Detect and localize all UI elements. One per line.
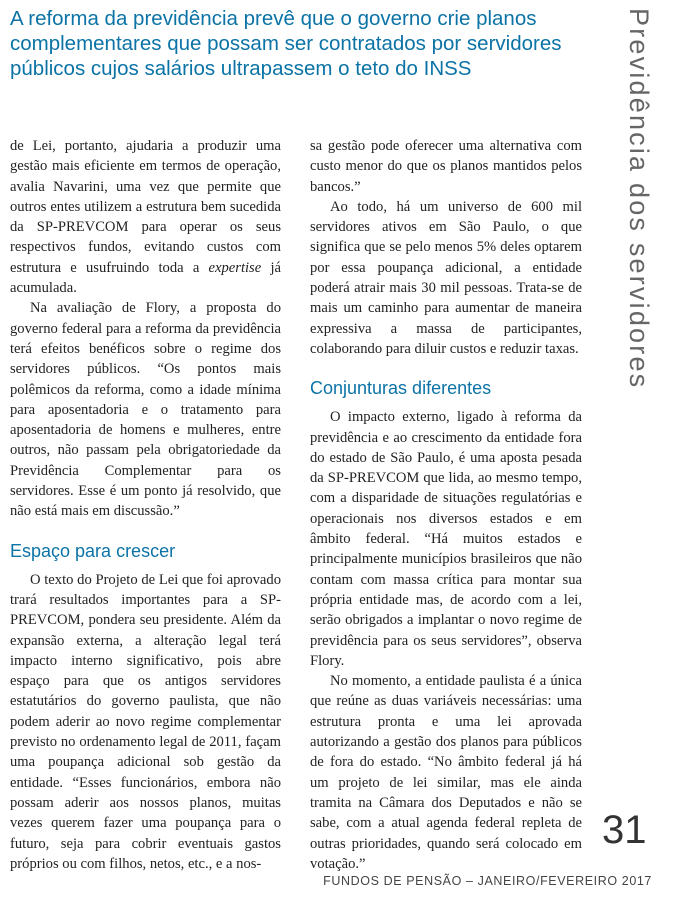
- section-title-vertical: [612, 8, 672, 390]
- left-paragraph-3: O texto do Projeto de Lei que foi aprovado trará resultados importantes para a SP-PREVCOM, pondera seu presidente. Além da expansão externa, a alteração legal terá impacto interno significativo, pois abre espaço para que os antigos servidores estatutários do governo paulista, que não podem aderir ao novo regime complementar previsto no ordenamento legal de 2011, façam uma poupança adicional sob gestão da entidade. “Esses funcionários, embora não possam aderir aos nossos planos, muitas vezes querem fazer uma poupança para o futuro, seja para cobrir eventuais gastos próprios ou com filhos, netos, etc., e a nos-: [10, 571, 281, 872]
- left-column: [10, 136, 281, 874]
- right-paragraph-3: O impacto externo, ligado à reforma da previdência e ao crescimento da entidade fora do estado de São Paulo, é uma aposta pesada da SP-PREVCOM que lida, ao mesmo tempo, com a disparidade de situações regulatórias e operacionais nos diversos estados e em âmbito federal. “Há muitos estados e principalmente municípios brasileiros que não contam com massa crítica para montar sua própria entidade mas, de acordo com a lei, serão obrigados a implantar o novo regime de previdência para os seus servidores”, observa Flory.: [310, 409, 582, 669]
- article-headline: A reforma da previdência prevê que o governo crie planos complementares que possam ser contratados por servidores públicos cujos salários ultrapassem o teto do INSS: [10, 7, 562, 80]
- section-title-text: Previdência dos servidores: [624, 8, 654, 390]
- left-paragraph-1: [10, 136, 281, 298]
- subheading-conjunturas: Conjunturas diferentes: [310, 378, 492, 399]
- right-paragraph-2: Ao todo, há um universo de 600 mil servidores ativos em São Paulo, o que significa que se pelo menos 5% deles optarem por essa poupança adicional, a entidade poderá atrair mais 30 mil pessoas. Trata-se de mais um caminho para aumentar de maneira expressiva a massa de participantes, colaborando para diluir custos e reduzir taxas.: [310, 198, 582, 357]
- right-column: [310, 136, 582, 874]
- left-paragraph-1-text-b: já acumulada.: [10, 259, 281, 297]
- left-paragraph-1-emphasis: expertise: [208, 259, 262, 276]
- subheading-espaco: Espaço para crescer: [10, 540, 176, 561]
- footer-publication: FUNDOS DE PENSÃO – JANEIRO/FEVEREIRO 2017: [323, 874, 652, 888]
- left-paragraph-2: Na avaliação de Flory, a proposta do governo federal para a reforma da previdência terá efeitos benéficos sobre o regime dos servidores públicos. “Os pontos mais polêmicos da reforma, como a idade mínima para aposentadoria e o tratamento para aposentadoria de homens e mulheres, entre outros, não passam pela obrigatoriedade da Previdência Complementar para os servidores. Esse é um ponto já resolvido, que não está mais em discussão.”: [10, 300, 281, 520]
- page-number: 31: [602, 808, 647, 852]
- left-paragraph-1-text-a: de Lei, portanto, ajudaria a produzir uma gestão mais eficiente em termos de operação, avalia Navarini, uma vez que permite que outros entes utilizem a estrutura bem sucedida da SP-PREVCOM para operar os seus respectivos fundos, evitando custos com estrutura e usufruindo toda a: [10, 138, 281, 276]
- right-paragraph-4: No momento, a entidade paulista é a única que reúne as duas variáveis necessárias: uma estrutura pronta e uma lei aprovada autorizando a gestão dos planos para públicos de fora do estado. “No âmbito federal já há um projeto de lei similar, mas ele ainda tramita na Câmara dos Deputados e não se sabe, com a atual agenda federal repleta de outras prioridades, quando será colocado em votação.”: [310, 673, 582, 872]
- right-paragraph-1: sa gestão pode oferecer uma alternativa com custo menor do que os planos mantidos pelos bancos.”: [310, 138, 582, 195]
